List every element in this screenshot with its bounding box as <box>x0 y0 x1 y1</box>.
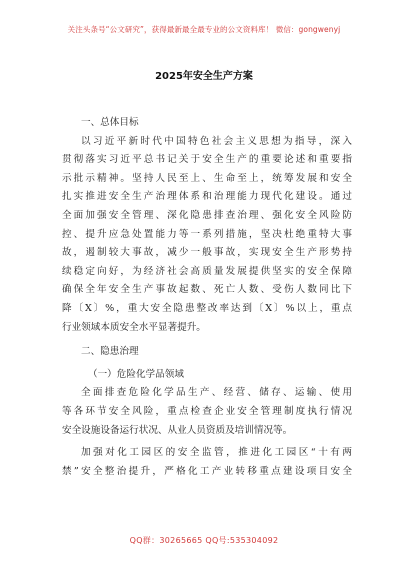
body-line: 控、提升应急处置能力等一系列措施，坚决杜绝重特大事 <box>62 228 352 240</box>
document-title: 2025年安全生产方案 <box>155 71 253 82</box>
body-line: 全面排查危险化学品生产、经营、储存、运输、使用 <box>81 387 352 399</box>
document-body <box>62 114 352 481</box>
body-line: 贯彻落实习近平总书记关于安全生产的重要论述和重要指 <box>62 154 352 166</box>
body-line: 等各环节安全风险，重点检查企业安全管理制度执行情况 <box>62 405 352 417</box>
body-line: 安全设施设备运行状况、从业人员资质及培训情况等。 <box>62 424 293 436</box>
body-line: 示批示精神。坚持人民至上、生命至上，统筹发展和安全 <box>62 172 352 184</box>
body-line: 全面加强安全管理、深化隐患排查治理、强化安全风险防 <box>62 209 352 221</box>
body-line: 扎实推进安全生产治理体系和治理能力现代化建设。通过 <box>62 191 352 203</box>
section-heading-hazards: 二、隐患治理 <box>81 346 139 358</box>
body-line: 加强对化工园区的安全监管，推进化工园区“十有两 <box>81 447 352 459</box>
body-line: 行业领域本质安全水平显著提升。 <box>62 321 206 333</box>
body-line: 禁”安全整治提升，严格化工产业转移重点建设项目安全 <box>62 465 352 477</box>
body-line: 降〔X〕%，重大安全隐患整改率达到〔X〕%以上，重点 <box>62 302 352 314</box>
section-heading-goals: 一、总体目标 <box>81 117 139 128</box>
footer-contact-note: QQ群：30265665 QQ号:535304092 <box>129 536 279 545</box>
body-line: 故，遏制较大事故，减少一般事故，实现安全生产形势持 <box>62 247 352 259</box>
body-line: 确保全年安全生产事故起数、死亡人数、受伤人数同比下 <box>62 284 352 296</box>
subsection-heading-chemicals: （一）危险化学品领域 <box>88 368 184 380</box>
header-promo-note: 关注头条号“公文研究”，获得最新最全最专业的公文资料库！ 微信：gongwenyj <box>67 25 341 34</box>
body-line: 续稳定向好，为经济社会高质量发展提供坚实的安全保障 <box>62 265 352 277</box>
body-line: 以习近平新时代中国特色社会主义思想为指导，深入 <box>81 135 352 147</box>
